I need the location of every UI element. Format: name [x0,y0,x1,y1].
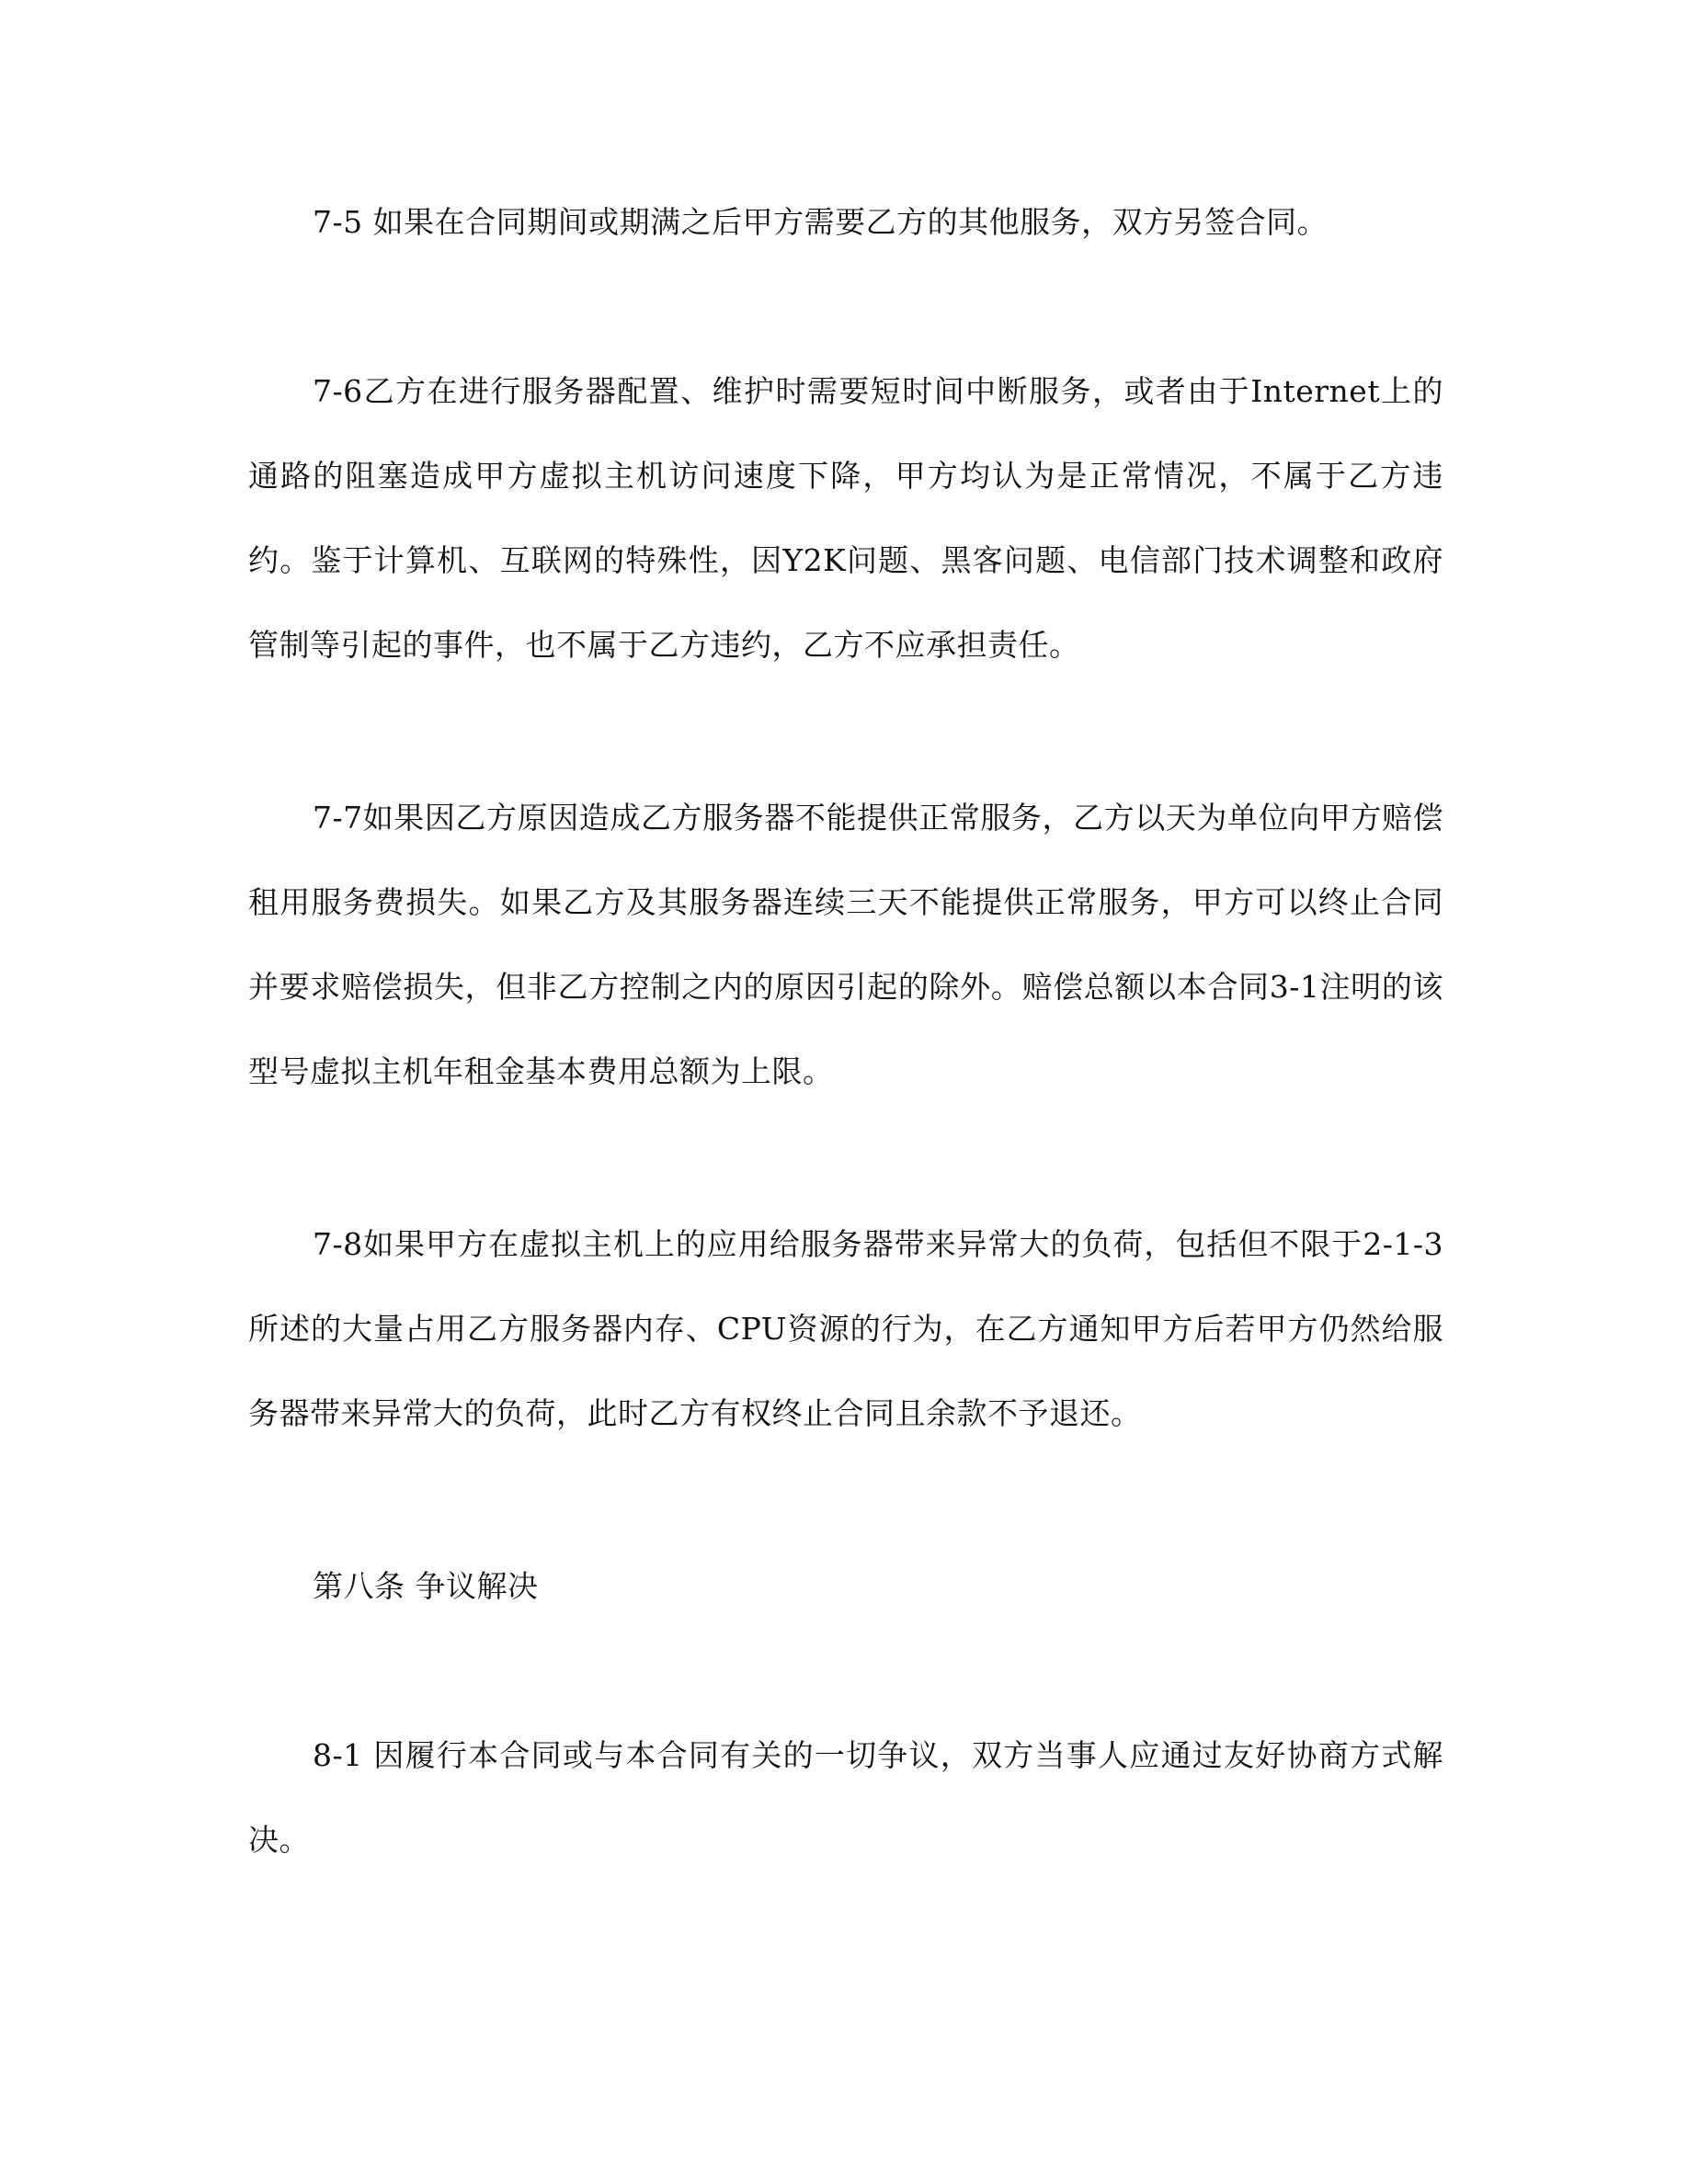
clause-7-6: 7-6乙方在进行服务器配置、维护时需要短时间中断服务，或者由于Internet上的通路的阻塞造成甲方虚拟主机访问速度下降，甲方均认为是正常情况，不属于乙方违约。鉴于计算机、互联网的特殊性，因Y2K问题、黑客问题、电信部门技术调整和政府管制等引起的事件，也不属于乙方违约，乙方不应承担责任。 [248,373,1443,663]
clause-7-7: 7-7如果因乙方原因造成乙方服务器不能提供正常服务，乙方以天为单位向甲方赔偿租用服务费损失。如果乙方及其服务器连续三天不能提供正常服务，甲方可以终止合同并要求赔偿损失，但非乙方控制之内的原因引起的除外。赔偿总额以本合同3-1注明的该型号虚拟主机年租金基本费用总额为上限。 [248,800,1443,1089]
clause-8-1: 8-1 因履行本合同或与本合同有关的一切争议，双方当事人应通过友好协商方式解决。 [248,1737,1443,1858]
article-8-heading: 第八条 争议解决 [313,1568,539,1604]
clause-7-5: 7-5 如果在合同期间或期满之后甲方需要乙方的其他服务，双方另签合同。 [313,204,1329,240]
clause-7-8: 7-8如果甲方在虚拟主机上的应用给服务器带来异常大的负荷，包括但不限于2-1-3所述的大量占用乙方服务器内存、CPU资源的行为，在乙方通知甲方后若甲方仍然给服务器带来异常大的负荷，此时乙方有权终止合同且余款不予退还。 [248,1226,1443,1431]
